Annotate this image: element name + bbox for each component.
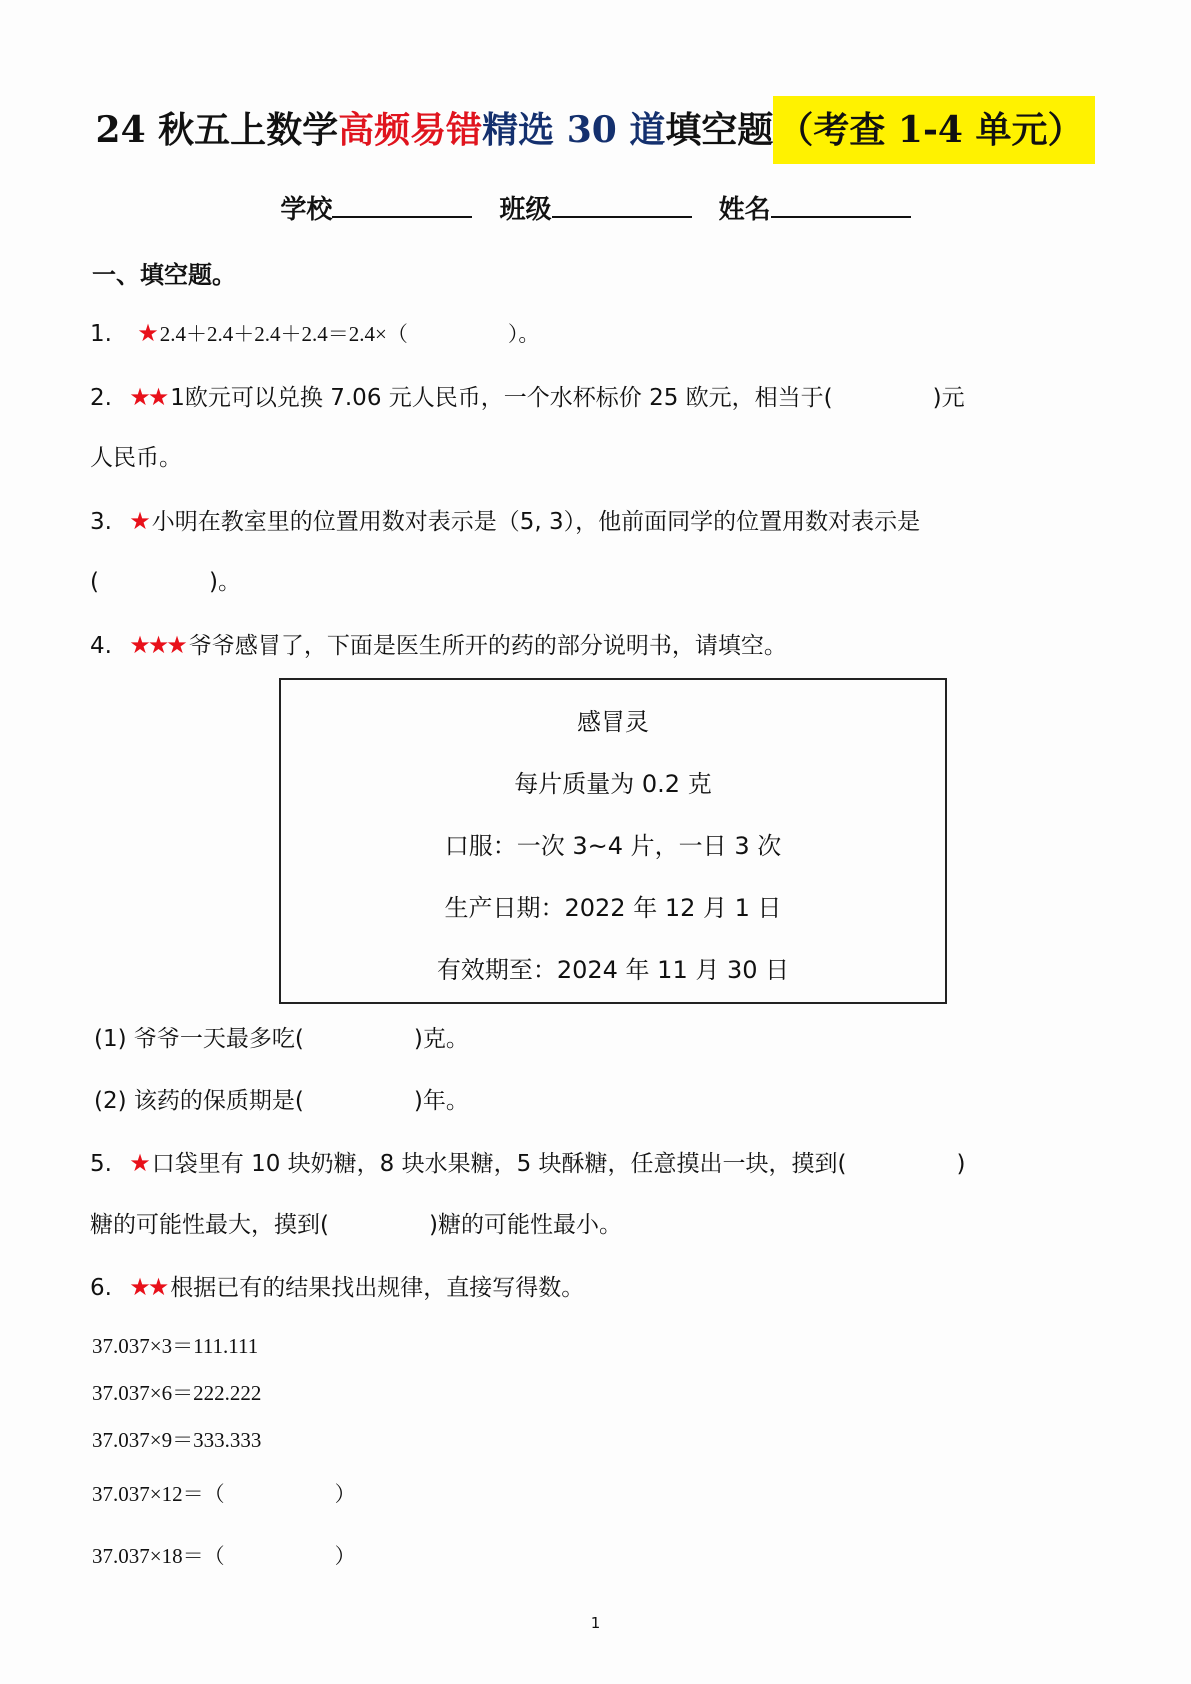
question-text: 根据已有的结果找出规律，直接写得数。 xyxy=(170,1275,585,1301)
equation-blank-1 xyxy=(92,1478,356,1508)
question-text: 2.4＋2.4＋2.4＋2.4＝2.4×（ xyxy=(159,322,408,346)
title-part-grade: 24 秋五上数学 xyxy=(95,109,339,151)
class-field[interactable] xyxy=(552,186,692,218)
question-text: 1欧元可以兑换 7.06 元人民币，一个水杯标价 25 欧元，相当于( xyxy=(170,385,833,411)
sub-question-after: )克。 xyxy=(413,1026,469,1052)
sub-question-after: )年。 xyxy=(413,1088,469,1114)
question-text: 小明在教室里的位置用数对表示是（5, 3），他前面同学的位置用数对表示是 xyxy=(151,509,921,535)
section-heading: 一、填空题。 xyxy=(92,260,236,289)
difficulty-star-icon: ★★ xyxy=(129,383,167,411)
difficulty-star-icon: ★★★ xyxy=(129,631,185,659)
title-part-highlight-red: 高频易错 xyxy=(338,109,483,151)
sub-question-text: (2) 该药的保质期是( xyxy=(94,1088,304,1114)
sub-question-text: (1) 爷爷一天最多吃( xyxy=(94,1026,304,1052)
question-number: 5. xyxy=(90,1151,112,1177)
title-part-count: 精选 30 道 xyxy=(482,109,666,151)
medicine-weight: 每片质量为 0.2 克 xyxy=(514,770,712,798)
equation-blank-2 xyxy=(92,1540,356,1570)
question-text: 糖的可能性最大，摸到( xyxy=(90,1212,329,1238)
paren-close: )。 xyxy=(208,569,241,595)
question-text-after: )元 xyxy=(932,385,965,411)
medicine-production-date: 生产日期：2022 年 12 月 1 日 xyxy=(444,894,782,922)
question-6 xyxy=(90,1272,584,1303)
medicine-label-box xyxy=(279,678,947,1004)
question-2 xyxy=(90,382,965,413)
question-number: 3. xyxy=(90,509,112,535)
question-number: 6. xyxy=(90,1275,112,1301)
equation-text: 37.037×18＝（ xyxy=(92,1544,225,1568)
question-number: 4. xyxy=(90,633,112,659)
question-text: 爷爷感冒了，下面是医生所开的药的部分说明书，请填空。 xyxy=(188,633,787,659)
question-4 xyxy=(90,630,787,661)
title-scope-highlight: （考查 1-4 单元） xyxy=(773,96,1095,164)
class-label: 班级 xyxy=(499,195,552,225)
paren-close: ） xyxy=(334,1544,356,1568)
question-5 xyxy=(90,1148,966,1179)
paren-open: ( xyxy=(90,569,99,595)
question-number: 2. xyxy=(90,385,112,411)
question-3 xyxy=(90,506,920,537)
question-number: 1. xyxy=(90,321,112,347)
school-label: 学校 xyxy=(280,195,333,225)
student-info-line xyxy=(0,186,1191,233)
equation-1: 37.037×3＝111.111 xyxy=(92,1334,259,1358)
equation-3: 37.037×9＝333.333 xyxy=(92,1428,262,1452)
equation-text: 37.037×12＝（ xyxy=(92,1482,225,1506)
question-3-line2 xyxy=(90,567,241,597)
worksheet-title xyxy=(0,96,1191,164)
question-text-after: )糖的可能性最小。 xyxy=(428,1212,622,1238)
page-number: 1 xyxy=(590,1614,601,1632)
title-part-type: 填空题 xyxy=(665,109,774,151)
question-text-after: ) xyxy=(956,1151,966,1177)
medicine-dosage: 口服：一次 3~4 片，一日 3 次 xyxy=(444,832,782,860)
paren-close: ） xyxy=(334,1482,356,1506)
question-4-sub-2 xyxy=(94,1086,469,1116)
name-field[interactable] xyxy=(771,186,911,218)
difficulty-star-icon: ★ xyxy=(129,507,148,535)
question-text: 口袋里有 10 块奶糖，8 块水果糖，5 块酥糖，任意摸出一块，摸到( xyxy=(151,1151,847,1177)
name-label: 姓名 xyxy=(718,195,771,225)
question-text-after: ）。 xyxy=(507,322,540,346)
difficulty-star-icon: ★★ xyxy=(129,1273,167,1301)
school-field[interactable] xyxy=(332,186,472,218)
medicine-name: 感冒灵 xyxy=(577,708,649,736)
question-1 xyxy=(90,318,539,349)
question-5-line2 xyxy=(90,1210,622,1240)
difficulty-star-icon: ★ xyxy=(137,319,156,347)
equation-2: 37.037×6＝222.222 xyxy=(92,1381,262,1405)
difficulty-star-icon: ★ xyxy=(129,1149,148,1177)
question-4-sub-1 xyxy=(94,1024,469,1054)
medicine-expiry-date: 有效期至：2024 年 11 月 30 日 xyxy=(436,956,790,984)
question-2-line2: 人民币。 xyxy=(90,445,182,471)
